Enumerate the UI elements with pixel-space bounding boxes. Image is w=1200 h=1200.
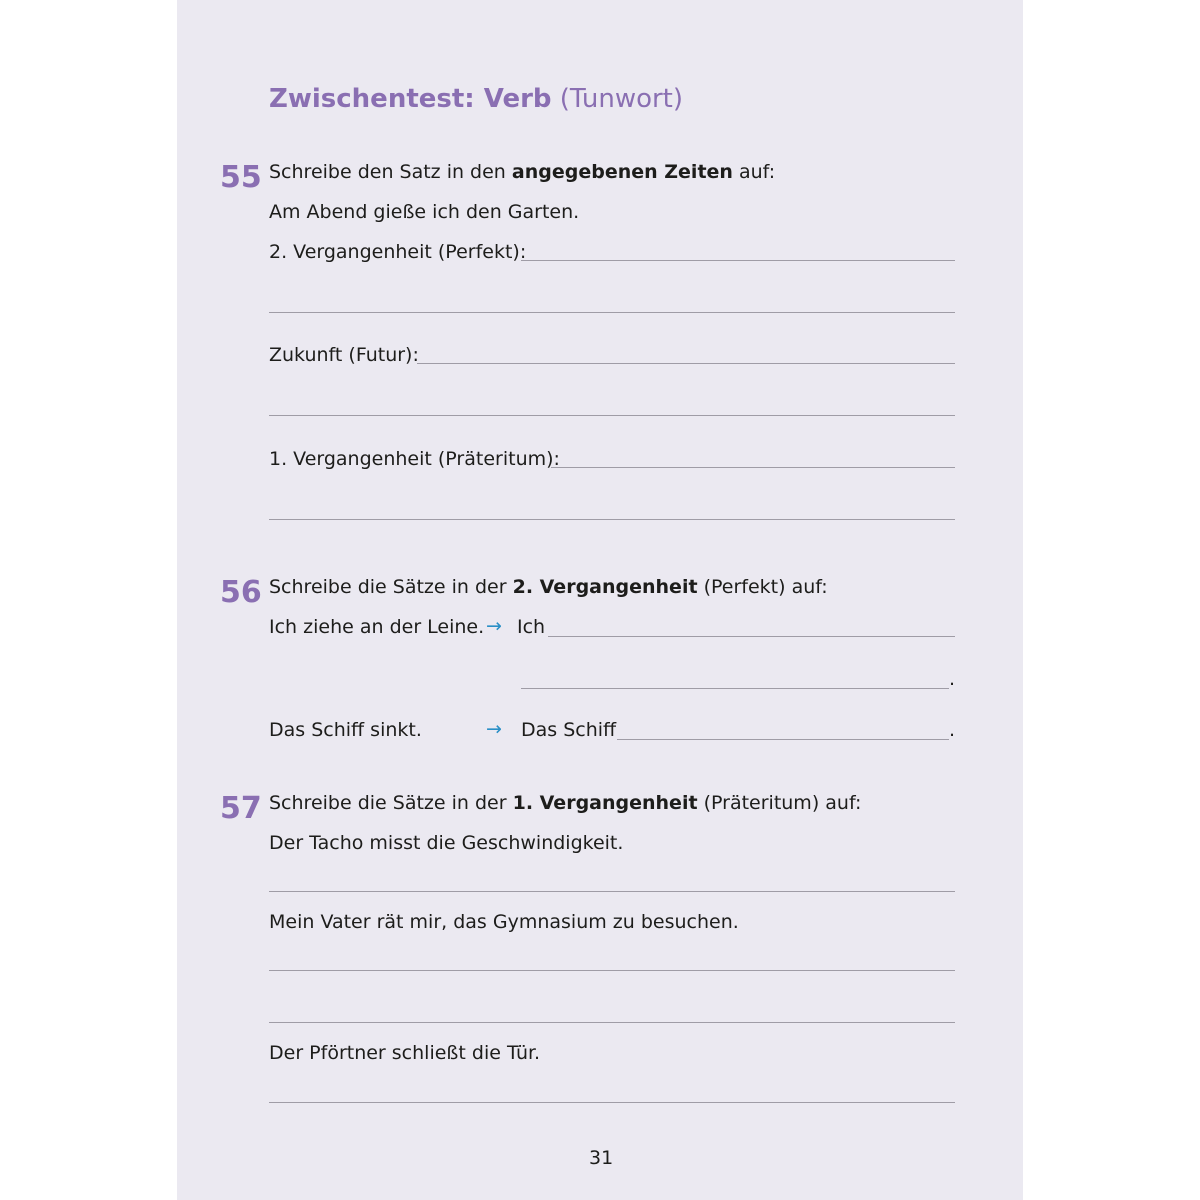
exercise-57-sentence-3: Der Pförtner schließt die Tür. [269,1042,541,1064]
exercise-57-sentence-2: Mein Vater rät mir, das Gymnasium zu besuchen. [269,911,739,933]
exercise-57-sentence-1: Der Tacho misst die Geschwindigkeit. [269,832,624,854]
answer-line-57-3[interactable] [269,1102,955,1103]
sentence-period: . [949,668,956,690]
page-number: 31 [589,1147,614,1169]
answer-line-57-1[interactable] [269,891,955,892]
arrow-right-icon: → [486,615,502,637]
arrow-right-icon: → [486,718,502,740]
exercise-number-57: 57 [220,791,262,826]
exercise-56-sentence-2: Das Schiff sinkt. [269,719,422,741]
exercise-number-55: 55 [220,160,262,195]
answer-line-praeteritum[interactable] [551,467,955,468]
exercise-55-sentence: Am Abend gieße ich den Garten. [269,201,580,223]
answer-start-ich: Ich [517,616,546,638]
answer-line-57-2[interactable] [269,970,955,971]
answer-line-futur[interactable] [417,363,955,364]
answer-line-56-2[interactable] [617,739,949,740]
exercise-number-56: 56 [220,575,262,610]
answer-line-57-2b[interactable] [269,1022,955,1023]
answer-line-praeteritum-2[interactable] [269,519,955,520]
exercise-57-instruction: Schreibe die Sätze in der 1. Vergangenheit (Präteritum) auf: [269,792,862,814]
answer-line-futur-2[interactable] [269,415,955,416]
answer-line-56-1[interactable] [548,636,955,637]
sentence-period: . [949,719,956,741]
label-perfekt: 2. Vergangenheit (Perfekt): [269,241,527,263]
answer-start-das-schiff: Das Schiff [521,719,617,741]
page-title: Zwischentest: Verb (Tunwort) [269,84,684,114]
exercise-56-sentence-1: Ich ziehe an der Leine. [269,616,485,638]
exercise-55-instruction: Schreibe den Satz in den angegebenen Zeiten auf: [269,161,776,183]
answer-line-perfekt[interactable] [521,260,955,261]
label-praeteritum: 1. Vergangenheit (Präteritum): [269,448,560,470]
label-futur: Zukunft (Futur): [269,344,419,366]
answer-line-perfekt-2[interactable] [269,312,955,313]
answer-line-56-1b[interactable] [521,688,949,689]
exercise-56-instruction: Schreibe die Sätze in der 2. Vergangenheit (Perfekt) auf: [269,576,828,598]
